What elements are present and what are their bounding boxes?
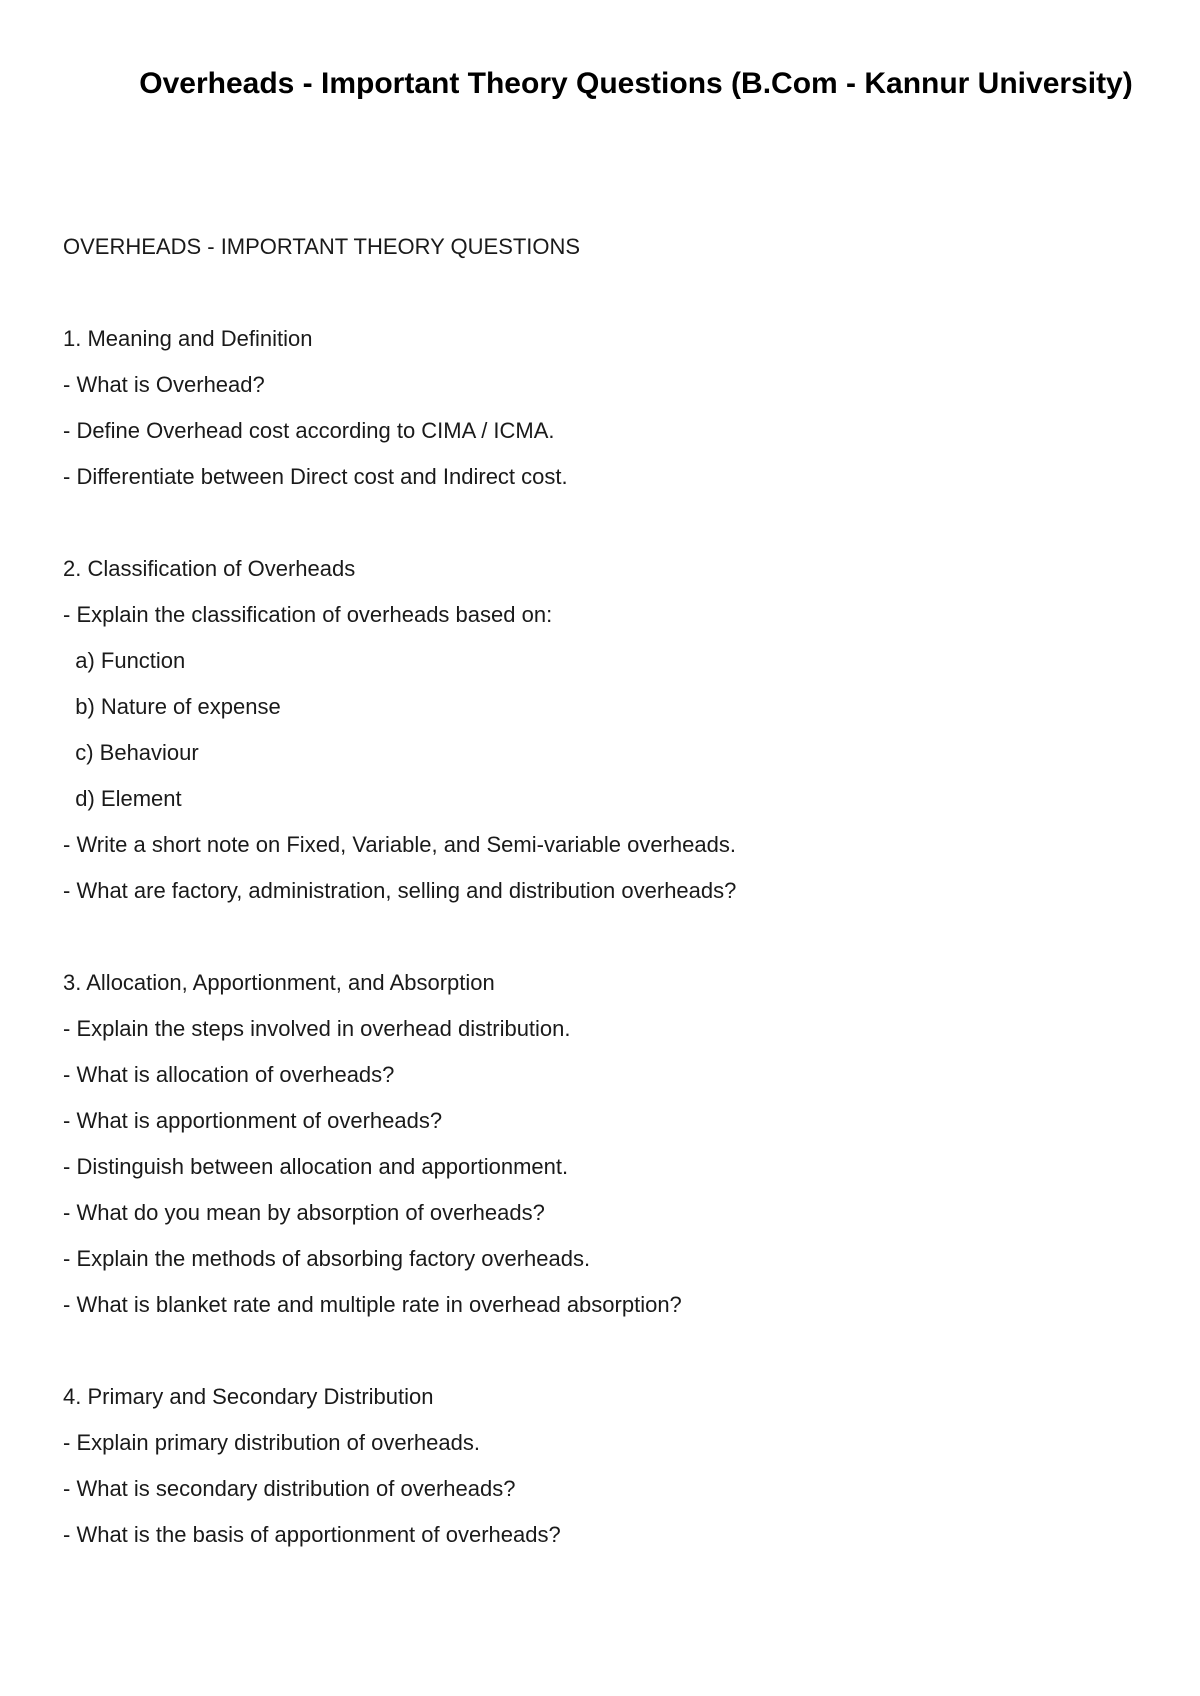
question-line: - Distinguish between allocation and apportionment.	[63, 1154, 569, 1179]
question-line: - What do you mean by absorption of overheads?	[63, 1200, 545, 1225]
question-line: - What is secondary distribution of overheads?	[63, 1476, 516, 1501]
question-line: - What is Overhead?	[63, 372, 265, 397]
section-heading: 1. Meaning and Definition	[63, 326, 313, 351]
sub-item-line: d) Element	[63, 786, 182, 811]
spacer	[63, 500, 1143, 546]
question-line: - What is apportionment of overheads?	[63, 1108, 443, 1133]
question-line: - Differentiate between Direct cost and Indirect cost.	[63, 464, 568, 489]
question-line: - Define Overhead cost according to CIMA / ICMA.	[63, 418, 555, 443]
spacer	[63, 914, 1143, 960]
sub-item-line: c) Behaviour	[63, 740, 199, 765]
section-classification	[63, 546, 1143, 914]
section-heading: 2. Classification of Overheads	[63, 556, 356, 581]
question-line: - What is blanket rate and multiple rate in overhead absorption?	[63, 1292, 682, 1317]
question-line: - Explain the classification of overheads based on:	[63, 602, 553, 627]
question-line: - What is the basis of apportionment of overheads?	[63, 1522, 561, 1547]
spacer	[63, 1328, 1143, 1374]
spacer	[63, 270, 1143, 316]
sub-item-line: b) Nature of expense	[63, 694, 281, 719]
sub-item-line: a) Function	[63, 648, 186, 673]
question-line: - Explain primary distribution of overheads.	[63, 1430, 480, 1455]
main-heading: OVERHEADS - IMPORTANT THEORY QUESTIONS	[63, 234, 581, 259]
question-line: - Explain the methods of absorbing factory overheads.	[63, 1246, 591, 1271]
section-heading: 4. Primary and Secondary Distribution	[63, 1384, 434, 1409]
document-title: Overheads - Important Theory Questions (B.Com - Kannur University)	[139, 67, 1133, 100]
section-heading: 3. Allocation, Apportionment, and Absorption	[63, 970, 495, 995]
section-meaning-definition	[63, 316, 1143, 500]
section-primary-secondary	[63, 1374, 1143, 1558]
question-line: - Write a short note on Fixed, Variable, and Semi-variable overheads.	[63, 832, 736, 857]
document-body	[63, 224, 1143, 1558]
question-line: - What are factory, administration, selling and distribution overheads?	[63, 878, 737, 903]
question-line: - Explain the steps involved in overhead distribution.	[63, 1016, 571, 1041]
question-line: - What is allocation of overheads?	[63, 1062, 395, 1087]
section-allocation-apportionment	[63, 960, 1143, 1328]
